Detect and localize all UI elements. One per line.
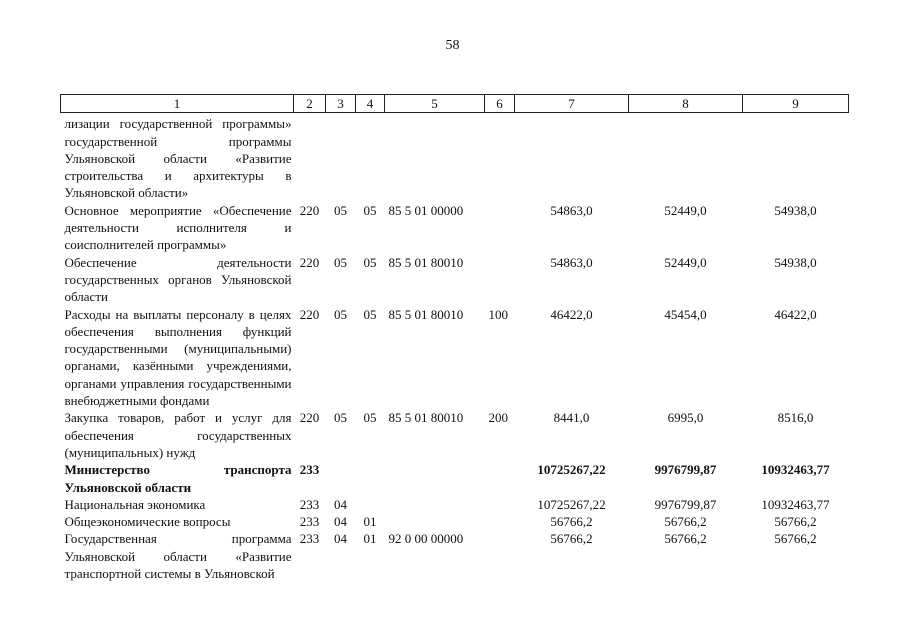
cell-expense-type: 100 xyxy=(488,306,508,322)
cell-amount-col9: 54938,0 xyxy=(774,202,817,218)
cell-admin-code: 233 xyxy=(299,462,320,478)
page-number: 58 xyxy=(445,38,460,53)
cell-name: Закупка товаров, работ и услуг для обеспечения государственных (муниципальных) нужд xyxy=(64,410,292,460)
cell-name: Общеэкономические вопросы xyxy=(64,514,231,530)
cell-section: 05 xyxy=(334,202,347,218)
table-row xyxy=(61,306,849,410)
cell-target-article xyxy=(385,513,485,530)
cell-amount-col7: 10725267,22 xyxy=(537,496,606,512)
cell-subsection: 05 xyxy=(363,410,377,426)
cell-expense-type xyxy=(485,496,515,513)
cell-amount-col8: 52449,0 xyxy=(664,202,707,218)
cell-amount-col9: 56766,2 xyxy=(774,514,817,530)
table-row xyxy=(61,202,849,254)
cell-name: Обеспечение деятельности государственных органов Ульяновской области xyxy=(64,254,292,305)
cell-target-article: 92 0 00 00000 xyxy=(388,531,464,547)
cell-expense-type xyxy=(485,461,515,496)
cell-amount-col7: 54863,0 xyxy=(550,254,593,270)
cell-amount-col8: 52449,0 xyxy=(664,254,707,270)
cell-amount-col8: 6995,0 xyxy=(667,410,704,426)
cell-name: Расходы на выплаты персоналу в целях обеспечения выполнения функций государственными (муниципальными) органами, казёнными учреждениями, органами управления государственными внебюджетными фондами xyxy=(64,306,292,409)
cell-expense-type: 200 xyxy=(488,410,508,426)
table-row xyxy=(61,254,849,306)
cell-section: 05 xyxy=(334,306,347,322)
cell-admin-code: 220 xyxy=(299,254,320,270)
cell-subsection: 05 xyxy=(363,254,377,270)
cell-amount-col7 xyxy=(515,113,629,202)
cell-target-article xyxy=(385,496,485,513)
table-header-row xyxy=(61,95,849,113)
cell-section: 04 xyxy=(334,531,347,547)
cell-expense-type xyxy=(485,530,515,582)
cell-admin-code: 220 xyxy=(299,202,320,218)
cell-amount-col9: 54938,0 xyxy=(774,254,817,270)
cell-target-article: 85 5 01 80010 xyxy=(388,410,464,426)
column-header: 2 xyxy=(294,95,326,113)
cell-target-article xyxy=(385,461,485,496)
cell-section xyxy=(326,113,356,202)
cell-amount-col7: 56766,2 xyxy=(550,514,593,530)
column-header: 7 xyxy=(515,95,629,113)
cell-admin-code: 233 xyxy=(299,514,320,530)
cell-amount-col9: 56766,2 xyxy=(774,531,817,547)
cell-subsection xyxy=(356,461,385,496)
cell-expense-type xyxy=(485,513,515,530)
cell-amount-col9: 8516,0 xyxy=(777,410,814,426)
cell-amount-col9: 46422,0 xyxy=(774,306,817,322)
cell-admin-code: 233 xyxy=(299,531,320,547)
column-header: 6 xyxy=(485,95,515,113)
cell-expense-type xyxy=(485,113,515,202)
column-header: 9 xyxy=(743,95,849,113)
cell-subsection: 05 xyxy=(363,306,377,322)
table-row xyxy=(61,113,849,202)
cell-name: Национальная экономика xyxy=(64,496,206,512)
column-header: 5 xyxy=(385,95,485,113)
cell-expense-type xyxy=(485,254,515,306)
cell-amount-col7: 54863,0 xyxy=(550,202,593,218)
cell-target-article: 85 5 01 80010 xyxy=(388,306,464,322)
cell-amount-col7: 46422,0 xyxy=(550,306,593,322)
cell-name: Основное мероприятие «Обеспечение деятельности исполнителя и соисполнителей программы» xyxy=(64,202,292,253)
cell-subsection xyxy=(356,113,385,202)
column-header: 4 xyxy=(356,95,385,113)
cell-admin-code: 220 xyxy=(299,410,320,426)
column-header: 1 xyxy=(61,95,294,113)
cell-amount-col9: 10932463,77 xyxy=(761,462,830,478)
cell-amount-col8: 9976799,87 xyxy=(654,462,717,478)
column-header: 8 xyxy=(629,95,743,113)
cell-target-article: 85 5 01 80010 xyxy=(388,254,464,270)
cell-admin-code: 233 xyxy=(299,496,320,512)
cell-amount-col9: 10932463,77 xyxy=(761,496,830,512)
table-row xyxy=(61,496,849,513)
cell-admin-code xyxy=(294,113,326,202)
column-header: 3 xyxy=(326,95,356,113)
cell-target-article: 85 5 01 00000 xyxy=(388,202,464,218)
cell-subsection: 01 xyxy=(363,514,377,530)
cell-amount-col8: 9976799,87 xyxy=(654,496,717,512)
cell-amount-col9 xyxy=(743,113,849,202)
cell-amount-col7: 56766,2 xyxy=(550,531,593,547)
cell-subsection: 05 xyxy=(363,202,377,218)
cell-amount-col8: 56766,2 xyxy=(664,531,707,547)
cell-amount-col8: 45454,0 xyxy=(664,306,707,322)
cell-admin-code: 220 xyxy=(299,306,320,322)
cell-name: Государственная программа Ульяновской области «Развитие транспортной системы в Ульяновской xyxy=(64,531,292,582)
cell-amount-col8 xyxy=(629,113,743,202)
cell-expense-type xyxy=(485,202,515,254)
cell-subsection: 01 xyxy=(363,531,377,547)
cell-section: 04 xyxy=(334,496,347,512)
cell-amount-col7: 10725267,22 xyxy=(537,462,606,478)
cell-name: лизации государственной программы» государственной программы Ульяновской области «Развитие строительства и архитектуры в Ульяновской области» xyxy=(64,116,292,201)
cell-section: 05 xyxy=(334,410,347,426)
cell-section xyxy=(326,461,356,496)
table-row xyxy=(61,461,849,496)
cell-amount-col7: 8441,0 xyxy=(553,410,590,426)
table-row xyxy=(61,530,849,582)
cell-amount-col8: 56766,2 xyxy=(664,514,707,530)
cell-section: 05 xyxy=(334,254,347,270)
cell-name: Министерство транспорта Ульяновской области xyxy=(64,462,292,495)
cell-subsection xyxy=(356,496,385,513)
table-row xyxy=(61,513,849,530)
table-body xyxy=(61,113,849,583)
cell-target-article xyxy=(385,113,485,202)
budget-table xyxy=(60,94,849,582)
cell-section: 04 xyxy=(334,514,347,530)
table-row xyxy=(61,409,849,461)
